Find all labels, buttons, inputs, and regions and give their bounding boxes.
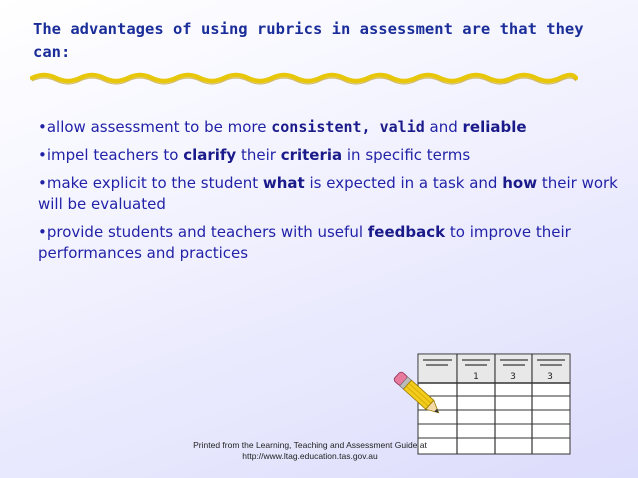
bullet-text: in specific terms xyxy=(342,146,471,164)
bullet-text: to improve their performances and practices xyxy=(38,223,571,262)
rubric-column-number: 3 xyxy=(510,372,516,382)
bullet-text: is expected in a task and xyxy=(304,174,503,192)
bullet-keyword: what xyxy=(262,174,305,192)
bullet-item xyxy=(38,145,618,166)
bullet-item xyxy=(38,173,618,215)
bullet-keyword: consistent, valid xyxy=(271,118,425,136)
bullet-text: their xyxy=(236,146,281,164)
footer-url: http://www.ltag.education.tas.gov.au xyxy=(242,451,378,461)
bullet-keyword: reliable xyxy=(462,118,527,136)
bullet-text: their work will be evaluated xyxy=(38,174,618,213)
bullet-keyword: feedback xyxy=(367,223,446,241)
bullet-text: •make explicit to the student xyxy=(38,174,263,192)
bullet-keyword: how xyxy=(502,174,538,192)
bullet-text: •allow assessment to be more xyxy=(38,118,272,136)
decorative-wavy-divider xyxy=(30,70,578,86)
bullet-text: •impel teachers to xyxy=(38,146,184,164)
slide-title: The advantages of using rubrics in assessment are that they can: xyxy=(33,20,584,61)
footer-line: Printed from the Learning, Teaching and Assessment Guide at xyxy=(193,440,427,450)
bullet-text: and xyxy=(424,118,463,136)
bullet-keyword: clarify xyxy=(183,146,237,164)
bullet-item xyxy=(38,117,618,138)
rubric-grid-icon xyxy=(418,354,570,454)
rubric-column-number: 3 xyxy=(547,372,553,382)
bullet-list xyxy=(38,117,618,271)
bullet-keyword: criteria xyxy=(280,146,343,164)
rubric-column-number: 1 xyxy=(473,372,479,382)
bullet-text: •provide students and teachers with useful xyxy=(38,223,368,241)
footer-credit xyxy=(190,440,430,462)
bullet-item xyxy=(38,222,618,264)
